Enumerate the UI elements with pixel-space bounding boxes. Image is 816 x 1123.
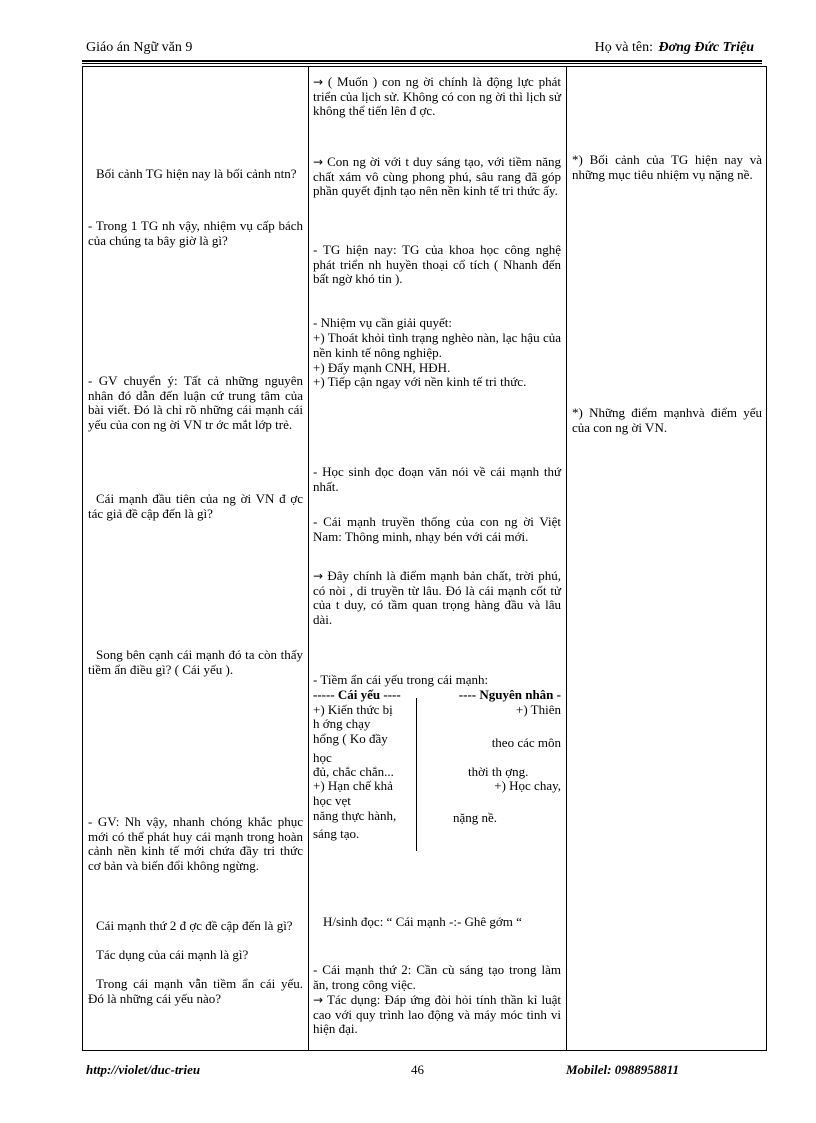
question-effect: Tác dụng của cái mạnh là gì? — [96, 947, 249, 962]
content-column — [309, 67, 567, 1051]
para-read-two: H/sinh đọc: “ Cái mạnh -:- Ghê gớm “ — [323, 914, 522, 929]
question-hidden-weakness: Trong cái mạnh vẫn tiềm ẩn cái yếu. Đó là những cái yếu nào? — [88, 976, 303, 1006]
grid-cell: nặng nề. — [453, 809, 498, 825]
note-strength-weakness: *) Những điểm mạnhvà điểm yếu của con ng ời VN. — [572, 405, 762, 435]
header-name-label: Họ và tên: — [594, 40, 653, 55]
th-cause: ---- Nguyên nhân - — [458, 687, 561, 702]
para-world-now: - TG hiện nay: TG của khoa học công nghệ phát triển nh huyền thoại cổ tích ( Nhanh đến bất ngờ khó tin ). — [313, 242, 561, 287]
arrow-icon: → — [313, 993, 324, 1007]
question-strength-one: Cái mạnh đầu tiên của ng ời VN đ ợc tác giả đề cập đến là gì? — [88, 491, 303, 521]
weakness-cause-grid — [313, 688, 561, 841]
footer-phone: Mobilel: 0988958811 — [566, 1062, 680, 1077]
grid-cell: thời th ợng. — [468, 764, 529, 780]
para-task-1: +) Thoát khỏi tình trạng nghèo nàn, lạc hậu của nền kinh tế nông nghiệp. — [313, 330, 561, 360]
grid-cell: +) Thiên — [516, 701, 561, 717]
header-right — [595, 40, 754, 56]
para-essence — [313, 569, 561, 627]
note-context: *) Bối cảnh của TG hiện nay và những mục tiêu nhiệm vụ nặng nề. — [572, 152, 762, 182]
header-rule-thin — [82, 63, 762, 64]
grid-cell: hổng ( Ko đầy — [313, 730, 388, 746]
page-number: 46 — [411, 1062, 424, 1077]
grid-cell: năng thực hành, — [313, 807, 397, 823]
para-creativity — [313, 155, 561, 199]
question-strength-two: Cái mạnh thứ 2 đ ợc đề cập đến là gì? — [96, 918, 293, 933]
header-left-title: Giáo án Ngữ văn 9 — [86, 40, 193, 55]
para-tasks-heading: - Nhiệm vụ cần giải quyết: — [313, 315, 452, 330]
para-task-2: +) Đẩy mạnh CNH, HĐH. — [313, 360, 451, 375]
question-context: Bối cảnh TG hiện nay là bối cảnh ntn? — [96, 166, 297, 181]
arrow-icon: → — [313, 569, 324, 583]
notes-column — [567, 67, 767, 1051]
para-motive-text: ( Muốn ) con ng ời chính là động lực phát triển của lịch sử. Không có con ng ời thì lịch sử không thể tiến lên đ ợc. — [313, 74, 562, 119]
para-effect-text: Tác dụng: Đáp ứng đòi hỏi tính thần kỉ luật cao với quy trình lao động và máy móc tinh vi hiện đại. — [313, 992, 562, 1037]
grid-cell: học vẹt — [313, 792, 351, 808]
para-essence-text: Đây chính là điểm mạnh bản chất, trời phú, có nòi , di truyền từ lâu. Đó là cái mạnh cốt tử của t duy, có tầm quan trọng hàng đầu và lâu dài. — [313, 568, 562, 627]
header-author-name: Đơng Đức Triệu — [658, 40, 754, 55]
teacher-summary: - GV: Nh vậy, nhanh chóng khắc phục mới có thể phát huy cái mạnh trong hoàn cảnh nền kinh tế mới chứa đầy tri thức cơ bản và biến đổi không ngừng. — [88, 814, 303, 873]
para-effect — [313, 993, 561, 1037]
para-motive — [313, 75, 561, 119]
grid-cell: +) Kiến thức bị — [313, 701, 393, 717]
teacher-transition: - GV chuyển ý: Tất cả những nguyên nhân đó dẫn đến luận cứ trung tâm của bài viết. Đó là chỉ rõ những cái mạnh cái yếu của con ng ời VN tr ớc mắt lớp trẻ. — [88, 373, 303, 432]
para-strength-one: - Cái mạnh truyền thống của con ng ời Việt Nam: Thông minh, nhạy bén với cái mới. — [313, 514, 561, 544]
grid-cell: đủ, chắc chắn... — [313, 764, 394, 780]
arrow-icon: → — [313, 75, 324, 89]
lesson-table — [82, 66, 767, 1051]
grid-cell: h ớng chạy — [313, 716, 371, 732]
th-weakness: ----- Cái yếu ---- — [313, 687, 401, 702]
grid-cell: theo các môn — [491, 734, 561, 750]
para-strength-two: - Cái mạnh thứ 2: Cần cù sáng tạo trong làm ăn, trong công việc. — [313, 962, 561, 992]
grid-cell: +) Học chay, — [494, 778, 561, 794]
arrow-icon: → — [313, 155, 324, 169]
para-creativity-text: Con ng ời với t duy sáng tạo, với tiềm năng chất xám vô cùng phong phú, sâu rang đã góp phần quyết định tạo nên nền kinh tế tri thức ấy. — [313, 154, 562, 199]
teacher-column — [83, 67, 309, 1051]
grid-cell: +) Hạn chế khả — [313, 778, 393, 794]
para-task-3: +) Tiếp cận ngay với nền kinh tế tri thức. — [313, 374, 527, 389]
para-hidden: - Tiềm ẩn cái yếu trong cái mạnh: — [313, 672, 489, 687]
grid-cell: sáng tạo. — [313, 825, 360, 841]
question-task: - Trong 1 TG nh vậy, nhiệm vụ cấp bách của chúng ta bây giờ là gì? — [88, 218, 303, 248]
header-rule — [82, 60, 762, 62]
question-weakness: Song bên cạnh cái mạnh đó ta còn thấy tiềm ẩn điều gì? ( Cái yếu ). — [88, 647, 303, 677]
para-read-one: - Học sinh đọc đoạn văn nói về cái mạnh thứ nhất. — [313, 464, 561, 494]
footer-website: http://violet/duc-trieu — [86, 1062, 201, 1077]
grid-cell: học — [313, 749, 332, 765]
